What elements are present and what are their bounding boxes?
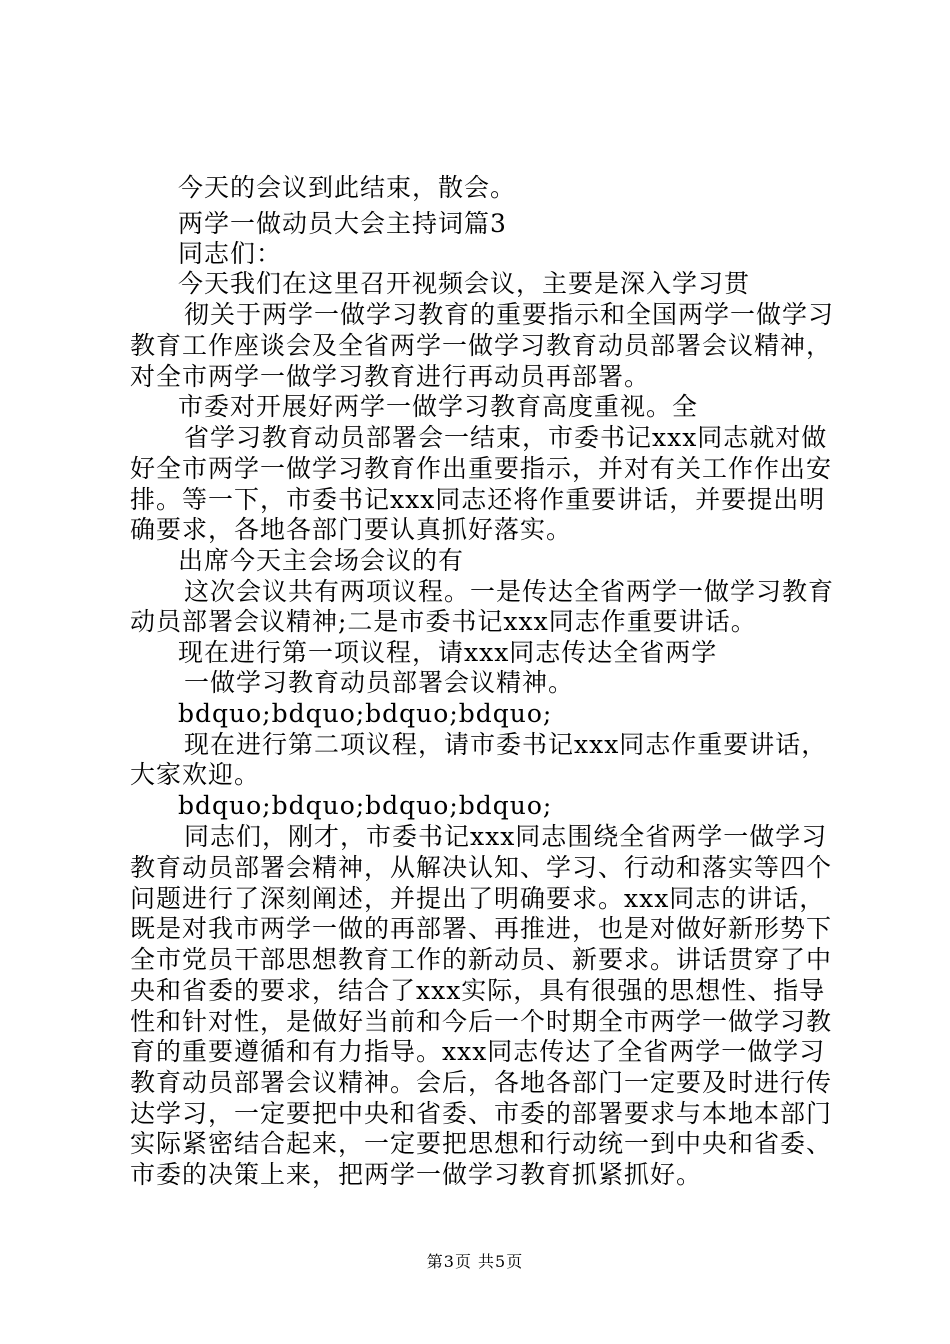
text-line: 问题进行了深刻阐述，并提出了明确要求。xxx同志的讲话， (130, 884, 826, 913)
text-line: 实际紧密结合起来，一定要把思想和行动统一到中央和省委、 (130, 1129, 833, 1158)
text-line: 教育动员部署会议精神。会后，各地各部门一定要及时进行传 (130, 1068, 833, 1097)
text-line: 大家欢迎。 (130, 760, 261, 789)
text-line: 排。等一下，市委书记xxx同志还将作重要讲话，并要提出明 (130, 485, 826, 514)
text-line: 全市党员干部思想教育工作的新动员、新要求。讲话贯穿了中 (130, 945, 833, 974)
text-line: bdquo;bdquo;bdquo;bdquo; (178, 791, 553, 820)
text-line: bdquo;bdquo;bdquo;bdquo; (178, 699, 553, 728)
text-line: 市委的决策上来，把两学一做学习教育抓紧抓好。 (130, 1160, 703, 1189)
text-line: 育的重要遵循和有力指导。xxx同志传达了全省两学一做学习 (130, 1037, 826, 1066)
text-line: 既是对我市两学一做的再部署、再推进，也是对做好新形势下 (130, 914, 833, 943)
text-line: 同志们，刚才，市委书记xxx同志围绕全省两学一做学习 (184, 822, 828, 851)
page-footer: 第3页 共5页 (426, 1252, 524, 1271)
text-line: 这次会议共有两项议程。一是传达全省两学一做学习教育 (184, 577, 835, 606)
text-line: 对全市两学一做学习教育进行再动员再部署。 (130, 362, 651, 391)
text-line: 彻关于两学一做学习教育的重要指示和全国两学一做学习 (184, 300, 835, 329)
text-line: 两学一做动员大会主持词篇3 (178, 209, 507, 238)
text-line: 今天我们在这里召开视频会议，主要是深入学习贯 (178, 269, 751, 298)
text-line: 现在进行第一项议程，请xxx同志传达全省两学 (178, 638, 718, 667)
text-line: 达学习，一定要把中央和省委、市委的部署要求与本地本部门 (130, 1099, 833, 1128)
text-line: 一做学习教育动员部署会议精神。 (184, 668, 575, 697)
text-line: 好全市两学一做学习教育作出重要指示，并对有关工作作出安 (130, 454, 833, 483)
text-line: 动员部署会议精神;二是市委书记xxx同志作重要讲话。 (130, 607, 757, 636)
text-line: 教育动员部署会精神，从解决认知、学习、行动和落实等四个 (130, 853, 833, 882)
text-line: 今天的会议到此结束，散会。 (178, 173, 517, 202)
text-line: 现在进行第二项议程，请市委书记xxx同志作重要讲话， (184, 730, 828, 759)
text-line: 央和省委的要求，结合了xxx实际，具有很强的思想性、指导 (130, 976, 826, 1005)
text-line: 市委对开展好两学一做学习教育高度重视。全 (178, 392, 699, 421)
text-line: 确要求，各地各部门要认真抓好落实。 (130, 515, 573, 544)
text-line: 性和针对性，是做好当前和今后一个时期全市两学一做学习教 (130, 1007, 833, 1036)
text-line: 同志们： (178, 239, 283, 268)
text-line: 出席今天主会场会议的有 (178, 546, 465, 575)
text-line: 教育工作座谈会及全省两学一做学习教育动员部署会议精神， (130, 331, 833, 360)
text-line: 省学习教育动员部署会一结束，市委书记xxx同志就对做 (184, 423, 828, 452)
